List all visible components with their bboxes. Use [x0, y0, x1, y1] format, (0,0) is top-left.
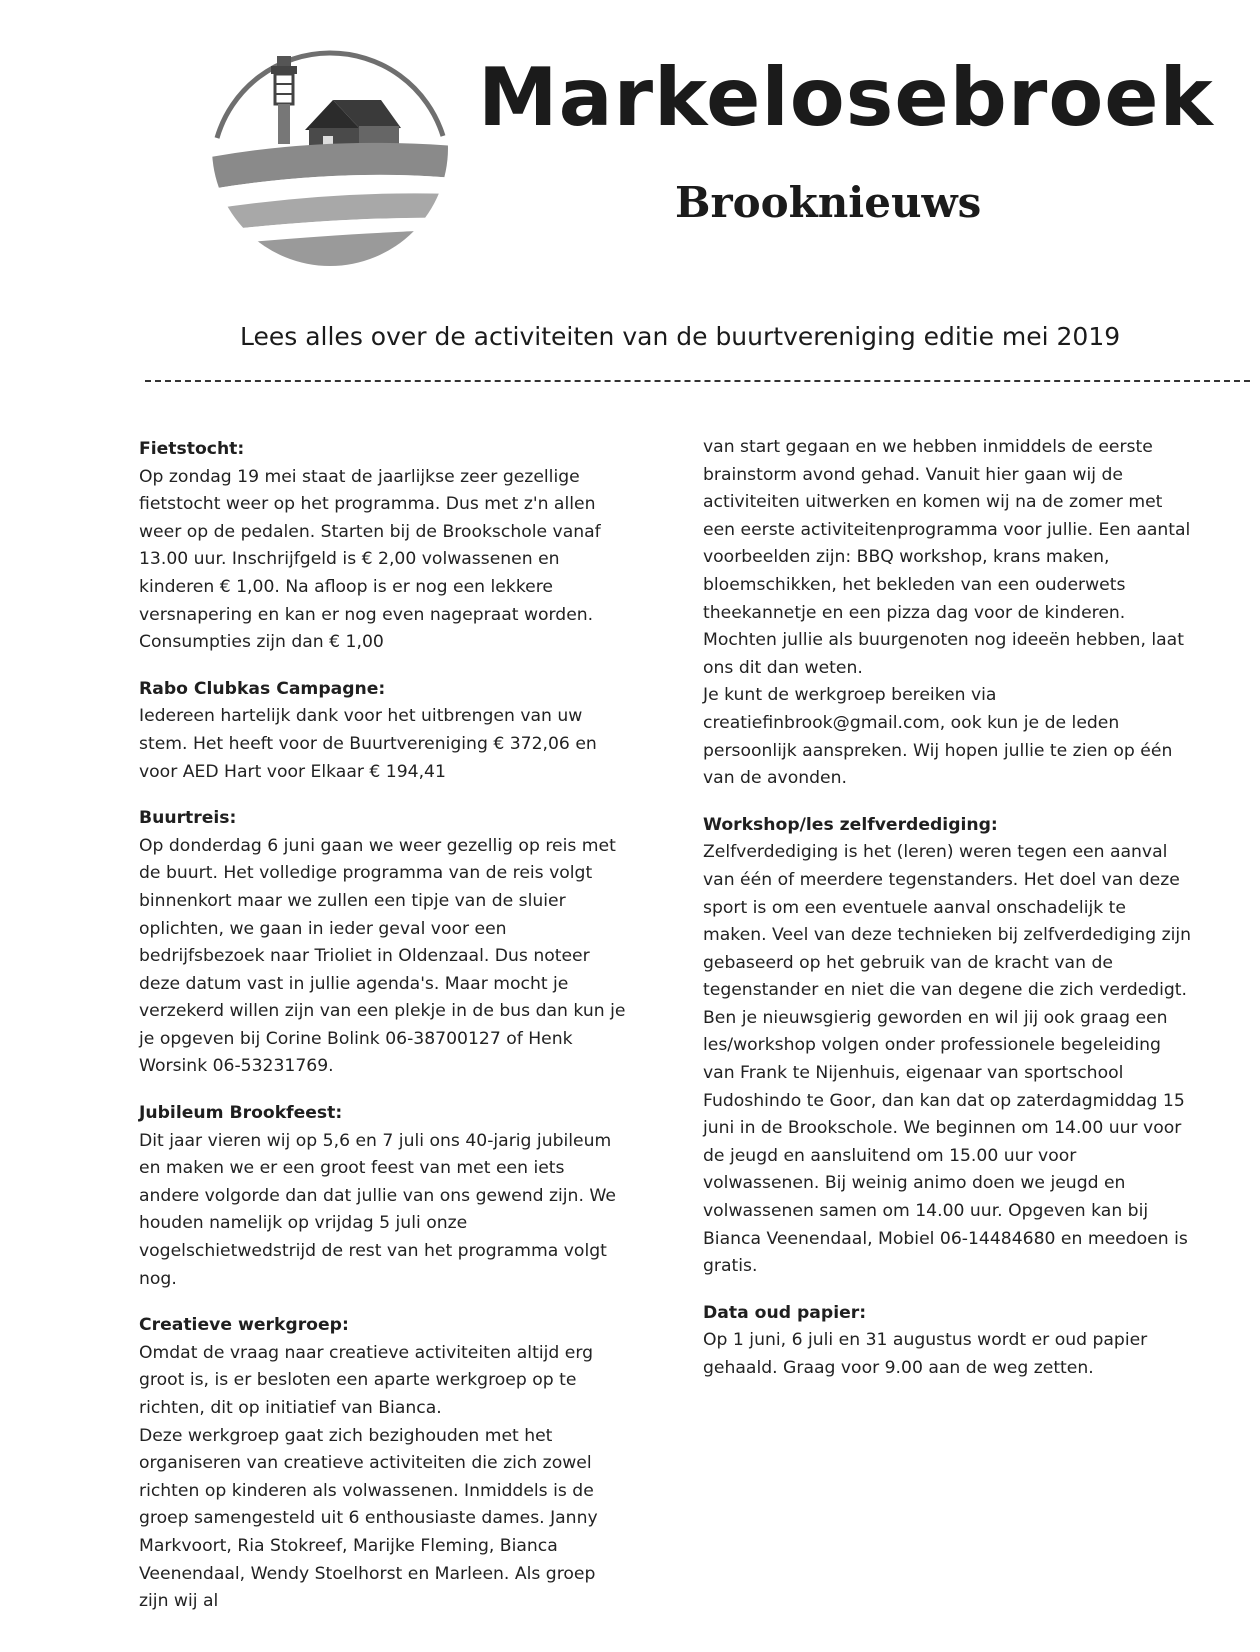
section-data-oud-papier: [703, 1300, 1193, 1383]
section-fietstocht: [139, 436, 629, 657]
masthead-title: Markelosebroek: [478, 51, 1214, 144]
section-body: Op 1 juni, 6 juli en 31 augustus wordt er oud papier gehaald. Graag voor 9.00 aan de weg zetten.: [703, 1330, 1148, 1378]
section-rabo-clubkas: [139, 676, 629, 786]
right-column: [703, 434, 1193, 1402]
section-body: Op donderdag 6 juni gaan we weer gezellig op reis met de buurt. Het volledige programma van de reis volgt binnenkort maar we zullen een tipje van de sluier oplichten, we gaan in ieder geval voor een bedrijfsbezoek naar Trioliet in Oldenzaal. Dus noteer deze datum vast in jullie agenda's. Maar mocht je verzekerd willen zijn van een plekje in de bus dan kun je je opgeven bij Corine Bolink 06-38700127 of Henk Worsink 06-53231769.: [139, 835, 626, 1077]
section-heading: Data oud papier:: [703, 1302, 867, 1323]
section-heading: Rabo Clubkas Campagne:: [139, 678, 386, 699]
section-body: van start gegaan en we hebben inmiddels de eerste brainstorm avond gehad. Vanuit hier gaan wij de activiteiten uitwerken en komen wij na de zomer met een eerste activiteitenprogramma voor jullie. Een aantal voorbeelden zijn: BBQ workshop, krans maken, bloemschikken, het bekleden van een ouderwets theekannetje en een pizza dag voor de kinderen. Mochten jullie als buurgenoten nog ideeën hebben, laat ons dit dan weten.: [703, 437, 1191, 678]
left-column: [139, 436, 629, 1635]
section-heading: Jubileum Brookfeest:: [139, 1103, 343, 1124]
section-body: Omdat de vraag naar creatieve activiteiten altijd erg groot is, is er besloten een aparte werkgroep op te richten, dit op initiatief van Bianca.: [139, 1342, 593, 1418]
section-creatieve-werkgroep: [139, 1312, 629, 1616]
section-heading: Fietstocht:: [139, 439, 245, 459]
section-body: Op zondag 19 mei staat de jaarlijkse zeer gezellige fietstocht weer op het programma. Dus met z'n allen weer op de pedalen. Starten bij de Brookschole vanaf 13.00 uur. Inschrijfgeld is € 2,00 volwassenen en kinderen € 1,00. Na afloop is er nog een lekkere versnapering en kan er nog even nagepraat worden. Consumpties zijn dan € 1,00: [139, 466, 601, 653]
section-zelfverdediging: [703, 812, 1193, 1281]
section-creatieve-werkgroep-continued: [703, 434, 1193, 793]
section-body: Dit jaar vieren wij op 5,6 en 7 juli ons 40-jarig jubileum en maken we er een groot feest van met een iets andere volgorde dan dat jullie van ons gewend zijn. We houden namelijk op vrijdag 5 juli onze vogelschietwedstrijd de rest van het programma volgt nog.: [139, 1130, 616, 1289]
section-buurtreis: [139, 805, 629, 1081]
section-heading: Creatieve werkgroep:: [139, 1315, 349, 1336]
section-heading: Buurtreis:: [139, 808, 237, 829]
section-heading: Workshop/les zelfverdediging:: [703, 814, 998, 835]
section-jubileum-brookfeest: [139, 1100, 629, 1293]
masthead-subtitle: Brooknieuws: [675, 178, 982, 227]
edition-tagline: Lees alles over de activiteiten van de buurtvereniging editie mei 2019: [240, 322, 1121, 351]
section-body: Zelfverdediging is het (leren) weren tegen een aanval van één of meerdere tegenstanders. Het doel van deze sport is om een eventuele aanval onschadelijk te maken. Veel van deze technieken bij zelfverdediging zijn gebaseerd op het gebruik van de kracht van de tegenstander en niet die van degene die zich verdedigt. Ben je nieuwsgierig geworden en wil jij ook graag een les/workshop volgen onder professionele begeleiding van Frank te Nijenhuis, eigenaar van sportschool Fudoshindo te Goor, dan kan dat op zaterdagmiddag 15 juni in de Brookschole. We beginnen om 14.00 uur voor de jeugd en aansluitend om 15.00 uur voor volwassenen. Bij weinig animo doen we jeugd en volwassenen samen om 14.00 uur. Opgeven kan bij Bianca Veenendaal, Mobiel 06-14484680 en meedoen is gratis.: [703, 842, 1192, 1277]
section-body: Deze werkgroep gaat zich bezighouden met het organiseren van creatieve activiteiten die zich zowel richten op kinderen als volwassenen. Inmiddels is de groep samengesteld uit 6 enthousiaste dames. Janny Markvoort, Ria Stokreef, Marijke Fleming, Bianca Veenendaal, Wendy Stoelhorst en Marleen. Als groep zijn wij al: [139, 1425, 598, 1612]
dashed-divider: [145, 380, 1250, 382]
section-body: Iedereen hartelijk dank voor het uitbrengen van uw stem. Het heeft voor de Buurtvereniging € 372,06 en voor AED Hart voor Elkaar € 194,41: [139, 706, 597, 782]
village-globe-logo-icon: [205, 18, 455, 270]
section-body: Je kunt de werkgroep bereiken via creatiefinbrook@gmail.com, ook kun je de leden persoonlijk aanspreken. Wij hopen jullie te zien op één van de avonden.: [703, 685, 1173, 789]
